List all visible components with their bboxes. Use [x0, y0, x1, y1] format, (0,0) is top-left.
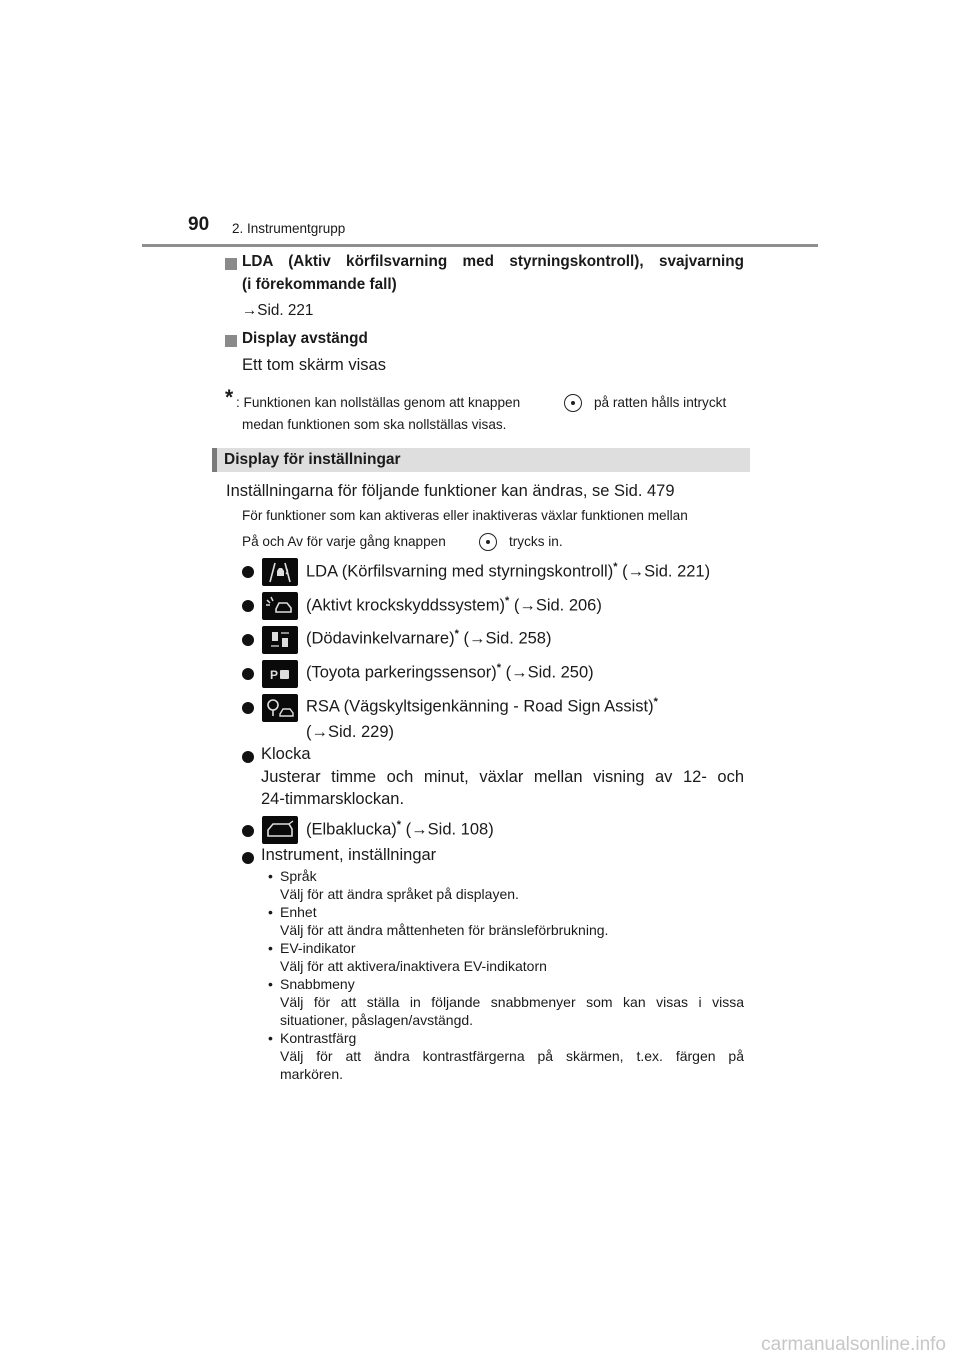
svg-text:P: P	[270, 668, 279, 682]
section-note-line1: För funktioner som kan aktiveras eller inaktiveras växlar funktionen mellan	[242, 508, 688, 523]
small-bullet: •	[268, 904, 273, 920]
sub-snabbmeny-desc1: Välj för att ställa in följande snabbmenyer som kan visas i vissa	[280, 994, 744, 1010]
setting-rsa: RSA (Vägskyltsigenkänning - Road Sign Assist)*	[306, 696, 658, 716]
sub-kontrast-desc1: Välj för att ändra kontrastfärgerna på skärmen, t.ex. färgen på	[280, 1048, 744, 1064]
steering-switch-button-icon	[564, 394, 582, 412]
steering-switch-button-icon	[479, 533, 497, 551]
clock-title: Klocka	[261, 745, 311, 763]
setting-tailgate: (Elbaklucka)* (→Sid. 108)	[306, 819, 494, 839]
round-bullet	[242, 566, 254, 578]
section-note-line2a: På och Av för varje gång knappen	[242, 534, 446, 549]
small-bullet: •	[268, 868, 273, 884]
power-tailgate-icon	[262, 816, 298, 844]
page-number: 90	[188, 214, 210, 235]
sub-snabbmeny-desc2: situationer, påslagen/avstängd.	[280, 1012, 474, 1028]
clock-desc-line1: Justerar timme och minut, växlar mellan visning av 12- och	[261, 768, 744, 786]
setting-lda: LDA (Körfilsvarning med styrningskontroll)* (→Sid. 221)	[306, 561, 711, 581]
section-accent	[212, 448, 217, 472]
round-bullet	[242, 668, 254, 680]
setting-blind-spot: (Dödavinkelvarnare)* (→Sid. 258)	[306, 628, 552, 648]
section-title: Display för inställningar	[224, 451, 401, 468]
watermark: carmanualsonline.info	[761, 1334, 946, 1355]
round-bullet	[242, 634, 254, 646]
lda-heading: LDA (Aktiv körfilsvarning med styrningskontroll), svajvarning	[242, 253, 744, 270]
footnote-text-b: på ratten hålls intryckt	[594, 395, 727, 410]
sub-enhet-desc: Välj för att ändra måttenheten för bränsleförbrukning.	[280, 922, 609, 938]
sub-sprak-desc: Välj för att ändra språket på displayen.	[280, 886, 519, 902]
sub-enhet: Enhet	[280, 904, 317, 920]
footnote-text-a: : Funktionen kan nollställas genom att knappen	[236, 395, 521, 410]
small-bullet: •	[268, 976, 273, 992]
sub-kontrast-desc2: markören.	[280, 1066, 344, 1082]
sub-sprak: Språk	[280, 868, 317, 884]
clock-desc-line2: 24-timmarsklockan.	[261, 790, 405, 808]
display-off-desc: Ett tom skärm visas	[242, 356, 386, 374]
small-bullet: •	[268, 1030, 273, 1046]
lda-page-ref[interactable]: →Sid. 221	[242, 302, 314, 319]
lda-icon	[262, 558, 298, 586]
round-bullet	[242, 600, 254, 612]
parking-sensor-icon	[262, 660, 298, 688]
sub-kontrast: Kontrastfärg	[280, 1030, 357, 1046]
blind-spot-icon	[262, 626, 298, 654]
header-divider	[142, 244, 818, 247]
sub-ev: EV-indikator	[280, 940, 356, 956]
round-bullet	[242, 825, 254, 837]
road-sign-icon	[262, 694, 298, 722]
chapter-title: 2. Instrumentgrupp	[232, 221, 346, 236]
setting-rsa-ref: (→Sid. 229)	[306, 723, 395, 741]
footnote-star: *	[225, 386, 234, 409]
sub-snabbmeny: Snabbmeny	[280, 976, 355, 992]
instrument-title: Instrument, inställningar	[261, 846, 437, 864]
round-bullet	[242, 702, 254, 714]
setting-pre-collision: (Aktivt krockskyddssystem)* (→Sid. 206)	[306, 595, 602, 615]
sub-ev-desc: Välj för att aktivera/inaktivera EV-indikatorn	[280, 958, 547, 974]
square-bullet-icon	[225, 334, 237, 352]
pre-collision-icon	[262, 592, 298, 620]
setting-parking-sensor: (Toyota parkeringssensor)* (→Sid. 250)	[306, 662, 594, 682]
section-intro: Inställningarna för följande funktioner kan ändras, se Sid. 479	[226, 482, 675, 500]
section-note-line2b: trycks in.	[509, 534, 563, 549]
section-header	[212, 448, 750, 472]
round-bullet	[242, 852, 254, 864]
lda-heading-line2: (i förekommande fall)	[242, 276, 397, 293]
footnote-text-line2: medan funktionen som ska nollställas visas.	[242, 417, 507, 432]
small-bullet: •	[268, 940, 273, 956]
display-off-heading: Display avstängd	[242, 330, 368, 347]
square-bullet-icon	[225, 257, 237, 275]
round-bullet	[242, 751, 254, 763]
